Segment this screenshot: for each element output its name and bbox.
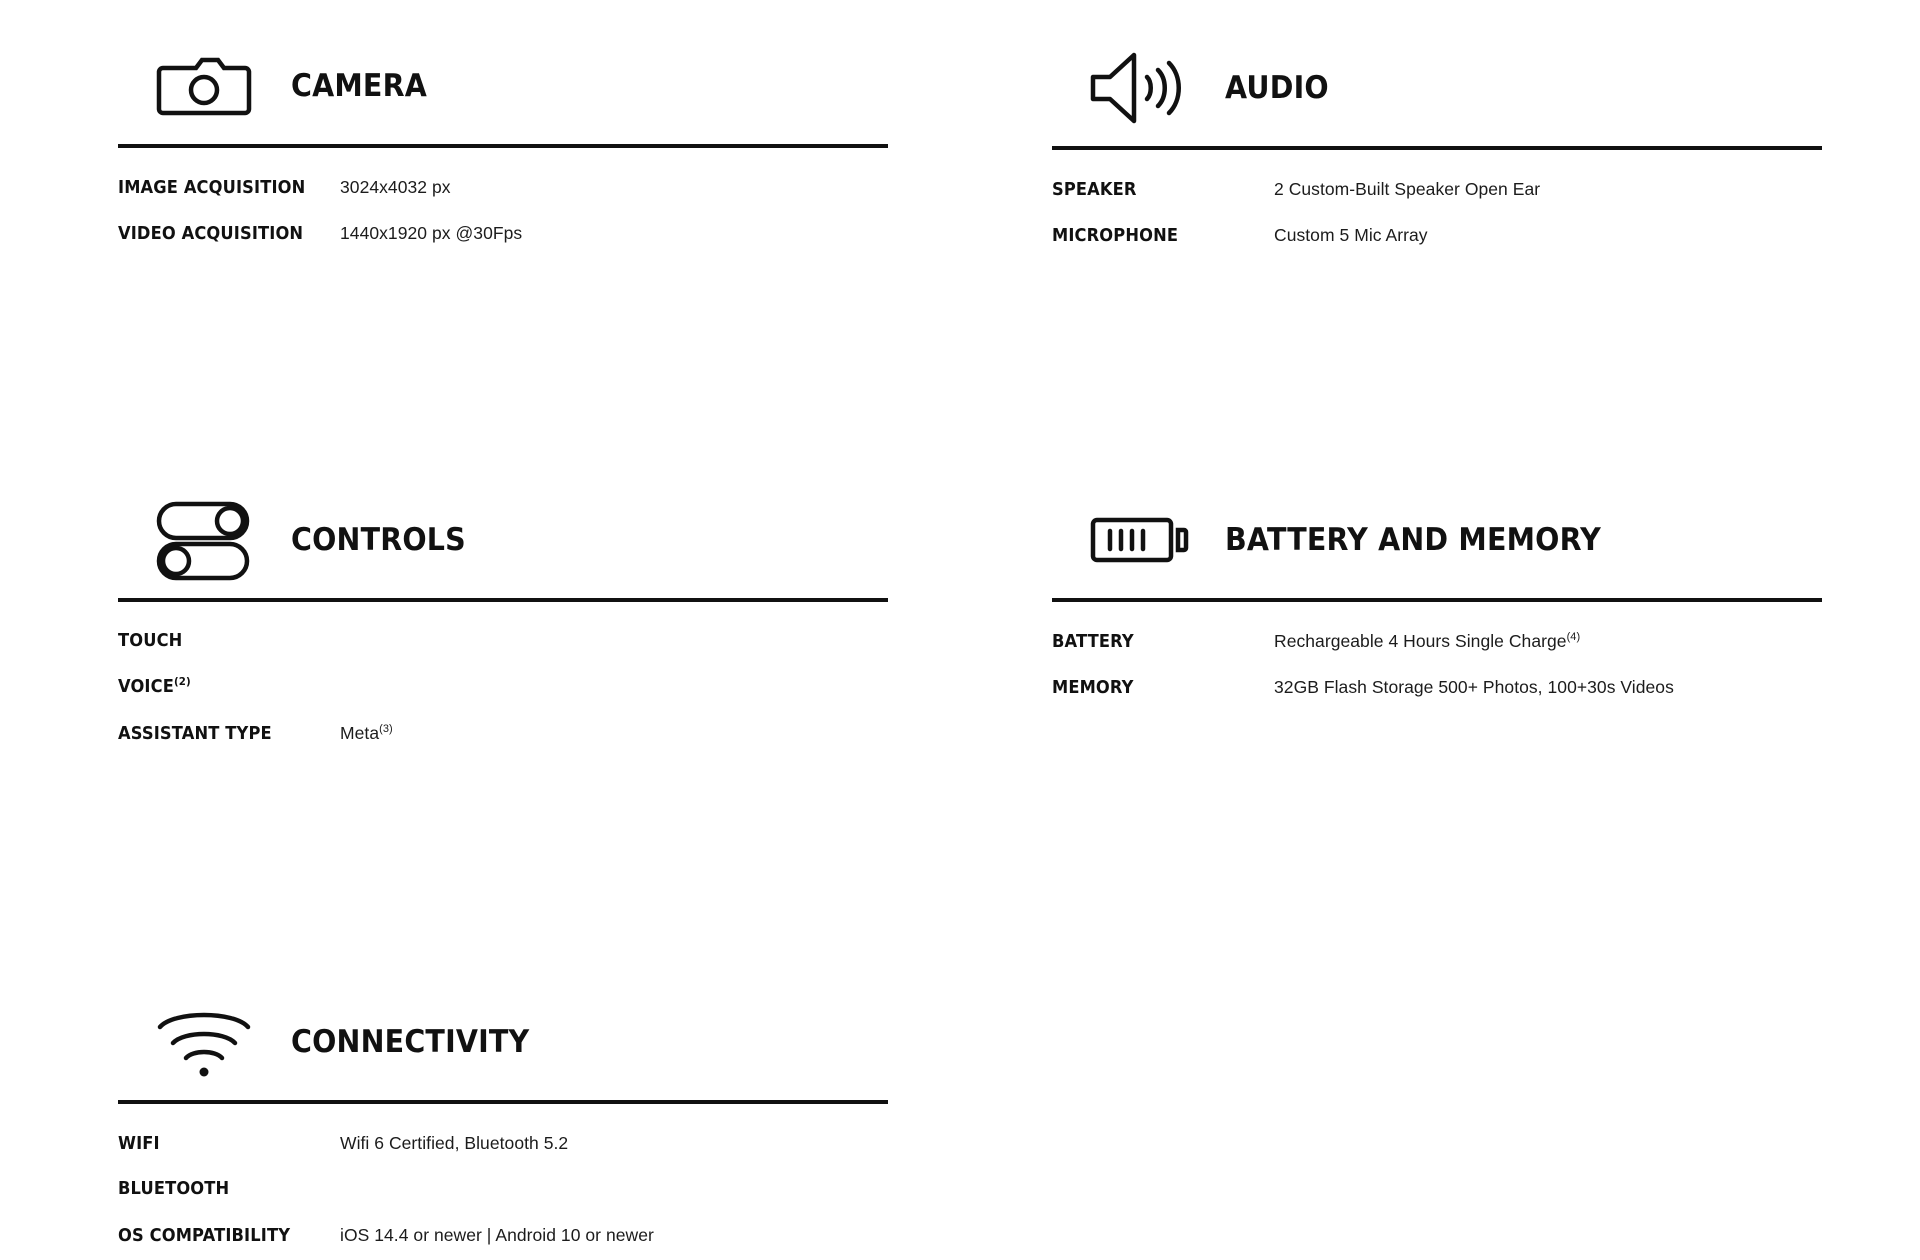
section-camera	[118, 40, 888, 258]
table-row	[1052, 214, 1822, 260]
row-label: OS COMPATIBILITY	[118, 1226, 291, 1246]
section-title: AUDIO	[1225, 69, 1329, 106]
left-column	[118, 34, 888, 1260]
table-row	[118, 666, 888, 712]
speaker-icon	[1090, 51, 1186, 125]
section-header-controls	[118, 494, 888, 586]
table-row	[1052, 168, 1822, 214]
section-title: CAMERA	[291, 67, 428, 104]
row-value: Rechargeable 4 Hours Single Charge$^{(4)}$	[1274, 631, 1581, 651]
table-row	[1052, 620, 1822, 666]
row-label: VOICE$^{(2)}$	[118, 675, 191, 697]
row-label: WIFI	[118, 1134, 160, 1154]
section-controls	[118, 494, 888, 758]
row-label: MICROPHONE	[1052, 226, 1179, 246]
row-value: iOS 14.4 or newer | Android 10 or newer	[340, 1225, 654, 1245]
row-label: BATTERY	[1052, 632, 1134, 652]
row-label: SPEAKER	[1052, 180, 1137, 200]
row-value: Custom 5 Mic Array	[1274, 225, 1428, 245]
section-title: CONTROLS	[291, 521, 466, 558]
row-label: ASSISTANT TYPE	[118, 724, 272, 744]
table-row	[118, 166, 888, 212]
section-header-audio	[1052, 42, 1822, 134]
camera-icon	[156, 55, 252, 117]
section-battery-and-memory	[1052, 494, 1822, 712]
row-value: 2 Custom-Built Speaker Open Ear	[1274, 179, 1541, 199]
table-row	[118, 212, 888, 258]
row-value: 32GB Flash Storage 500+ Photos, 100+30s Videos	[1274, 677, 1674, 697]
table-row	[1052, 666, 1822, 712]
section-rows	[118, 602, 888, 758]
section-rows	[118, 148, 888, 258]
row-value: 3024x4032 px	[340, 177, 451, 197]
table-row	[118, 620, 888, 666]
footnote-marker: (2)	[173, 675, 191, 689]
footnote-marker: (4)	[1566, 631, 1581, 644]
section-title: BATTERY AND MEMORY	[1225, 521, 1602, 558]
right-column	[1052, 34, 1822, 1260]
row-label: MEMORY	[1052, 678, 1134, 698]
row-value: Wifi 6 Certified, Bluetooth 5.2	[340, 1133, 569, 1153]
footnote-marker: (3)	[379, 723, 393, 736]
row-label: BLUETOOTH	[118, 1179, 230, 1199]
section-audio	[1052, 42, 1822, 260]
section-rows	[1052, 602, 1822, 712]
row-label: VIDEO ACQUISITION	[118, 224, 304, 244]
table-row	[118, 712, 888, 758]
table-row	[118, 1214, 888, 1260]
row-label: TOUCH	[118, 631, 183, 651]
wifi-icon	[156, 1005, 252, 1079]
section-rows	[1052, 150, 1822, 260]
row-label: IMAGE ACQUISITION	[118, 178, 306, 198]
row-value: Meta$^{(3)}$	[340, 723, 393, 743]
section-header-battery	[1052, 494, 1822, 586]
section-rows	[118, 1104, 888, 1260]
toggle-switches-icon	[156, 500, 252, 580]
section-connectivity	[118, 996, 888, 1260]
section-title: CONNECTIVITY	[291, 1023, 530, 1060]
section-header-connectivity	[118, 996, 888, 1088]
row-value: 1440x1920 px @30Fps	[340, 223, 523, 243]
table-row	[118, 1122, 888, 1168]
battery-icon	[1090, 512, 1186, 568]
section-header-camera	[118, 40, 888, 132]
table-row	[118, 1168, 888, 1214]
